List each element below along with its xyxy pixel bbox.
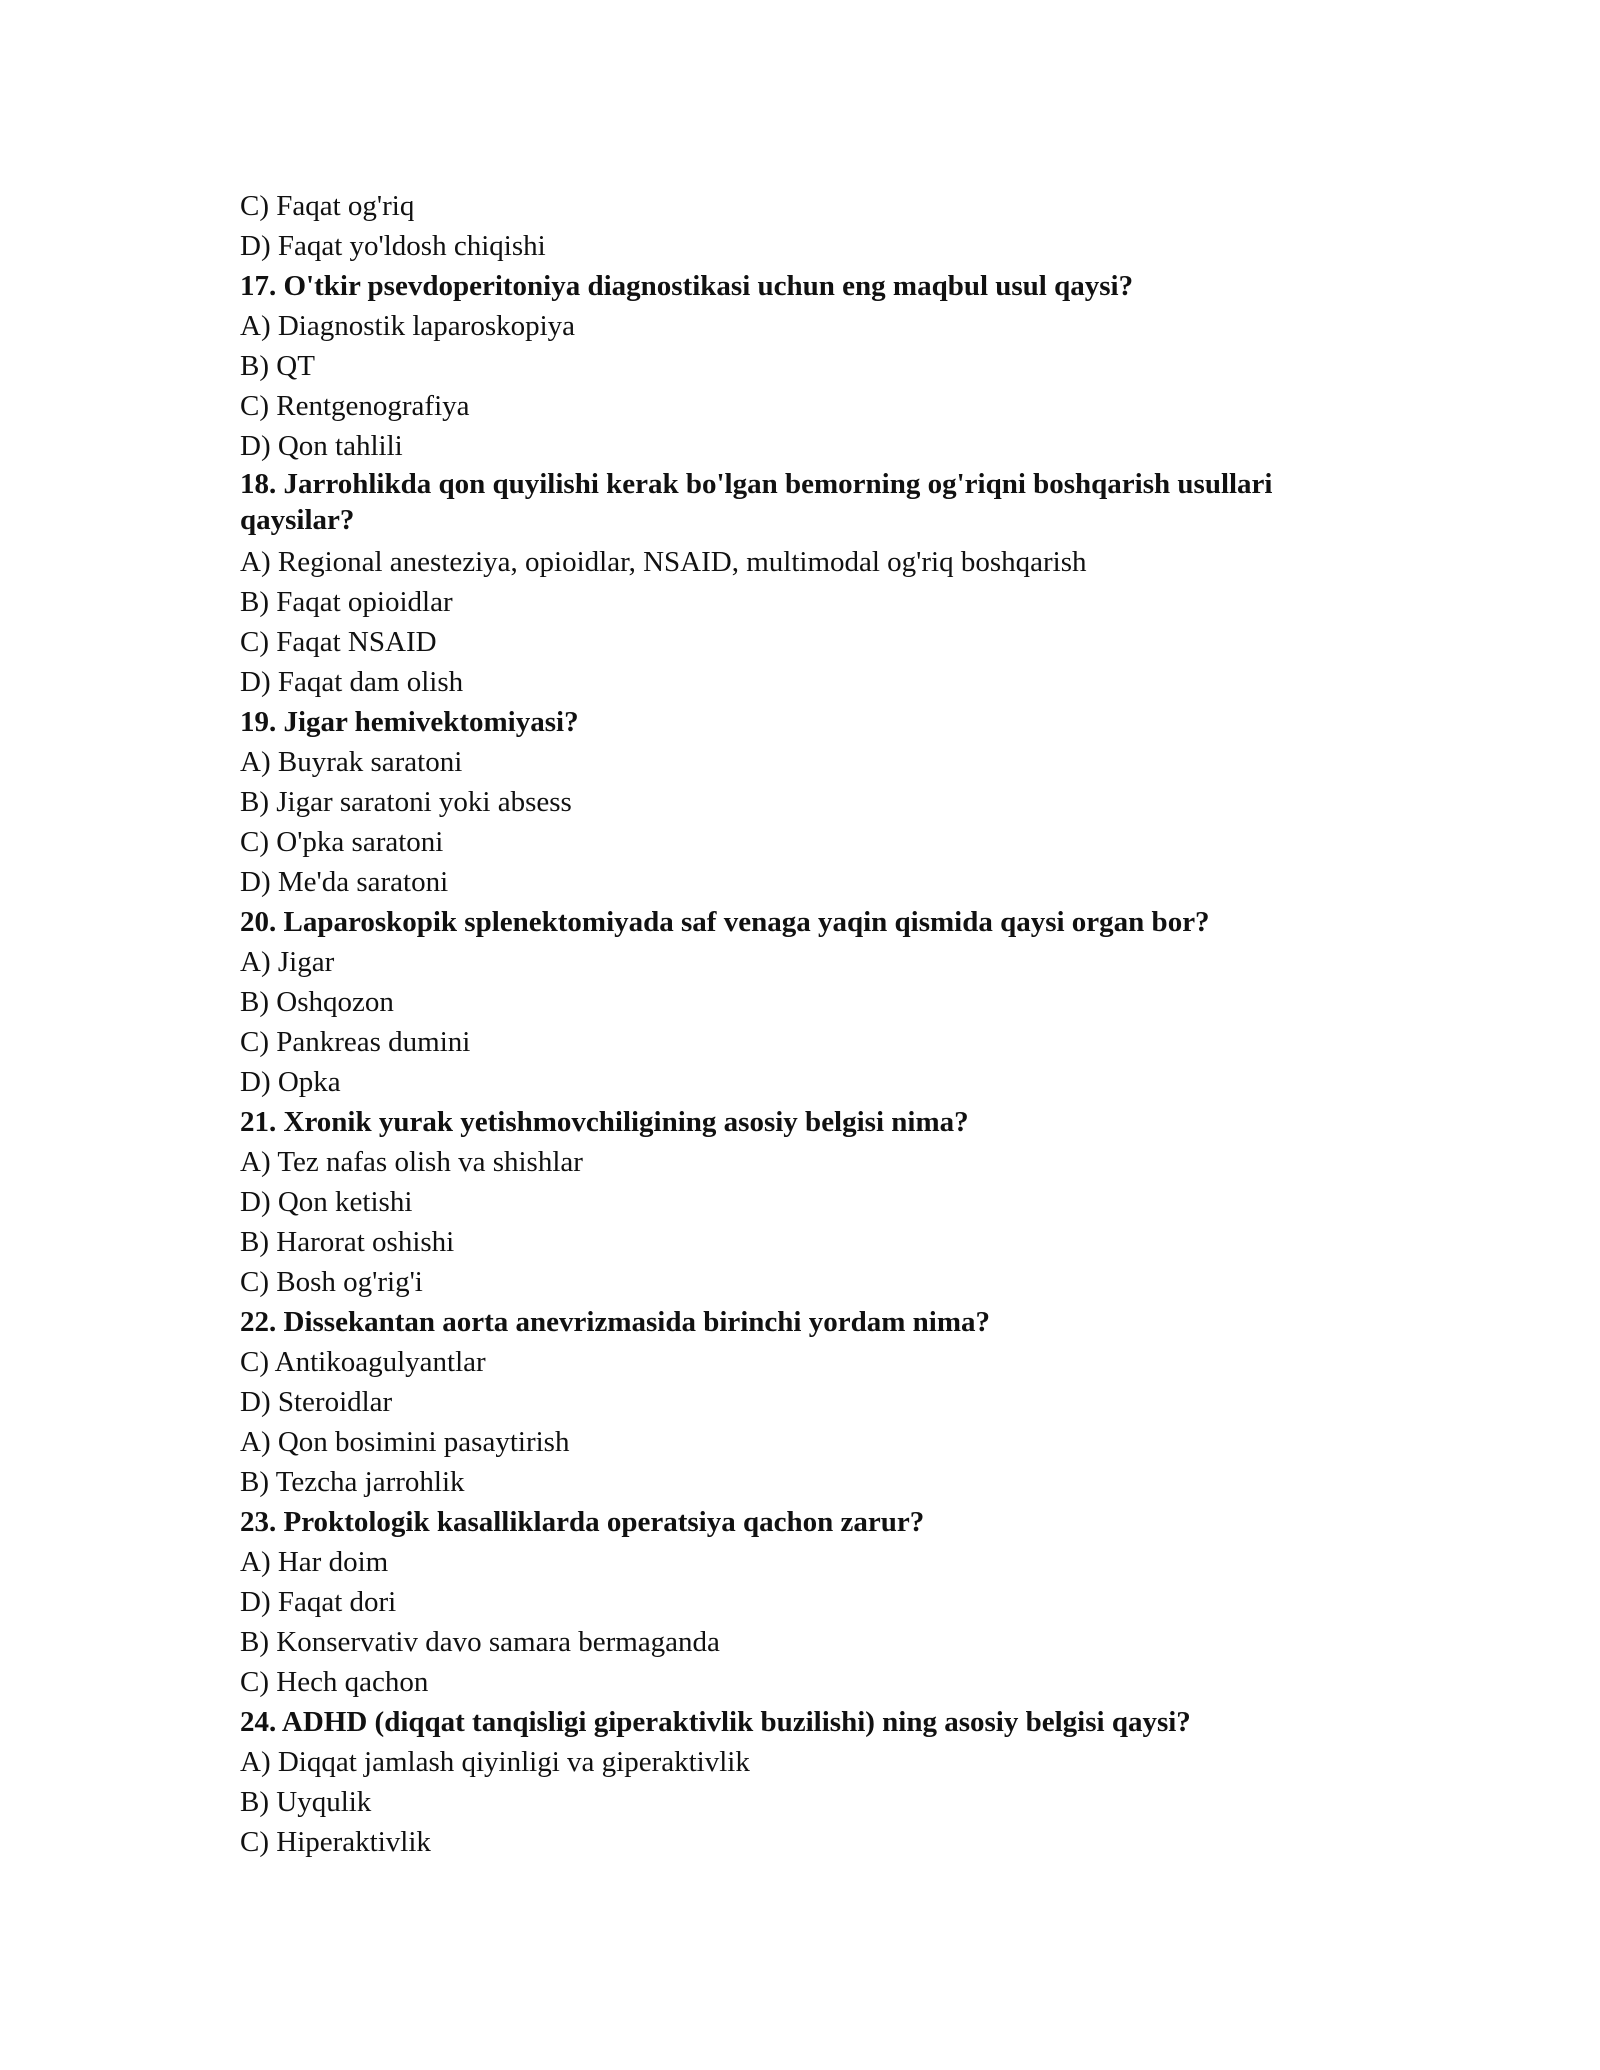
option-line: B) Oshqozon [240,986,394,1018]
question-20: 20. Laparoskopik splenektomiyada saf venaga yaqin qismida qaysi organ bor? [240,906,1210,938]
option-line: C) Bosh og'rig'i [240,1266,423,1298]
option-line: D) Qon ketishi [240,1186,413,1218]
option-line: C) O'pka saratoni [240,826,444,858]
question-21: 21. Xronik yurak yetishmovchiligining asosiy belgisi nima? [240,1106,969,1138]
option-line: D) Me'da saratoni [240,866,449,898]
option-line: A) Tez nafas olish va shishlar [240,1146,583,1178]
option-line: B) Harorat oshishi [240,1226,455,1258]
question-18: 18. Jarrohlikda qon quyilishi kerak bo'lgan bemorning og'riqni boshqarish usullari qaysilar? [240,468,1273,536]
question-23: 23. Proktologik kasalliklarda operatsiya qachon zarur? [240,1506,925,1538]
option-line: A) Qon bosimini pasaytirish [240,1426,570,1458]
option-line: A) Har doim [240,1546,389,1578]
option-line: C) Pankreas dumini [240,1026,471,1058]
option-line: C) Hech qachon [240,1666,429,1698]
option-line: C) Faqat og'riq [240,190,415,222]
option-line: A) Diagnostik laparoskopiya [240,310,576,342]
option-line: D) Opka [240,1066,341,1098]
question-22: 22. Dissekantan aorta anevrizmasida birinchi yordam nima? [240,1306,990,1338]
option-line: B) Uyqulik [240,1786,372,1818]
option-line: C) Rentgenografiya [240,390,470,422]
document-page [240,186,1390,1862]
option-line: D) Qon tahlili [240,430,403,462]
option-line: B) Konservativ davo samara bermaganda [240,1626,720,1658]
option-line: D) Faqat dam olish [240,666,464,698]
option-line: C) Hiperaktivlik [240,1826,431,1858]
option-line: A) Jigar [240,946,335,978]
question-17: 17. O'tkir psevdoperitoniya diagnostikasi uchun eng maqbul usul qaysi? [240,270,1134,302]
option-line: C) Faqat NSAID [240,626,437,658]
option-line: B) Faqat opioidlar [240,586,453,618]
option-line: B) Jigar saratoni yoki absess [240,786,572,818]
option-line: A) Regional anesteziya, opioidlar, NSAID, multimodal og'riq boshqarish [240,546,1087,578]
option-line: D) Steroidlar [240,1386,393,1418]
option-line: C) Antikoagulyantlar [240,1346,486,1378]
question-19: 19. Jigar hemivektomiyasi? [240,706,579,738]
question-24: 24. ADHD (diqqat tanqisligi giperaktivlik buzilishi) ning asosiy belgisi qaysi? [240,1706,1191,1738]
option-line: D) Faqat yo'ldosh chiqishi [240,230,546,262]
option-line: D) Faqat dori [240,1586,397,1618]
option-line: B) QT [240,350,315,382]
option-line: A) Buyrak saratoni [240,746,463,778]
option-line: A) Diqqat jamlash qiyinligi va giperaktivlik [240,1746,750,1778]
option-line: B) Tezcha jarrohlik [240,1466,465,1498]
